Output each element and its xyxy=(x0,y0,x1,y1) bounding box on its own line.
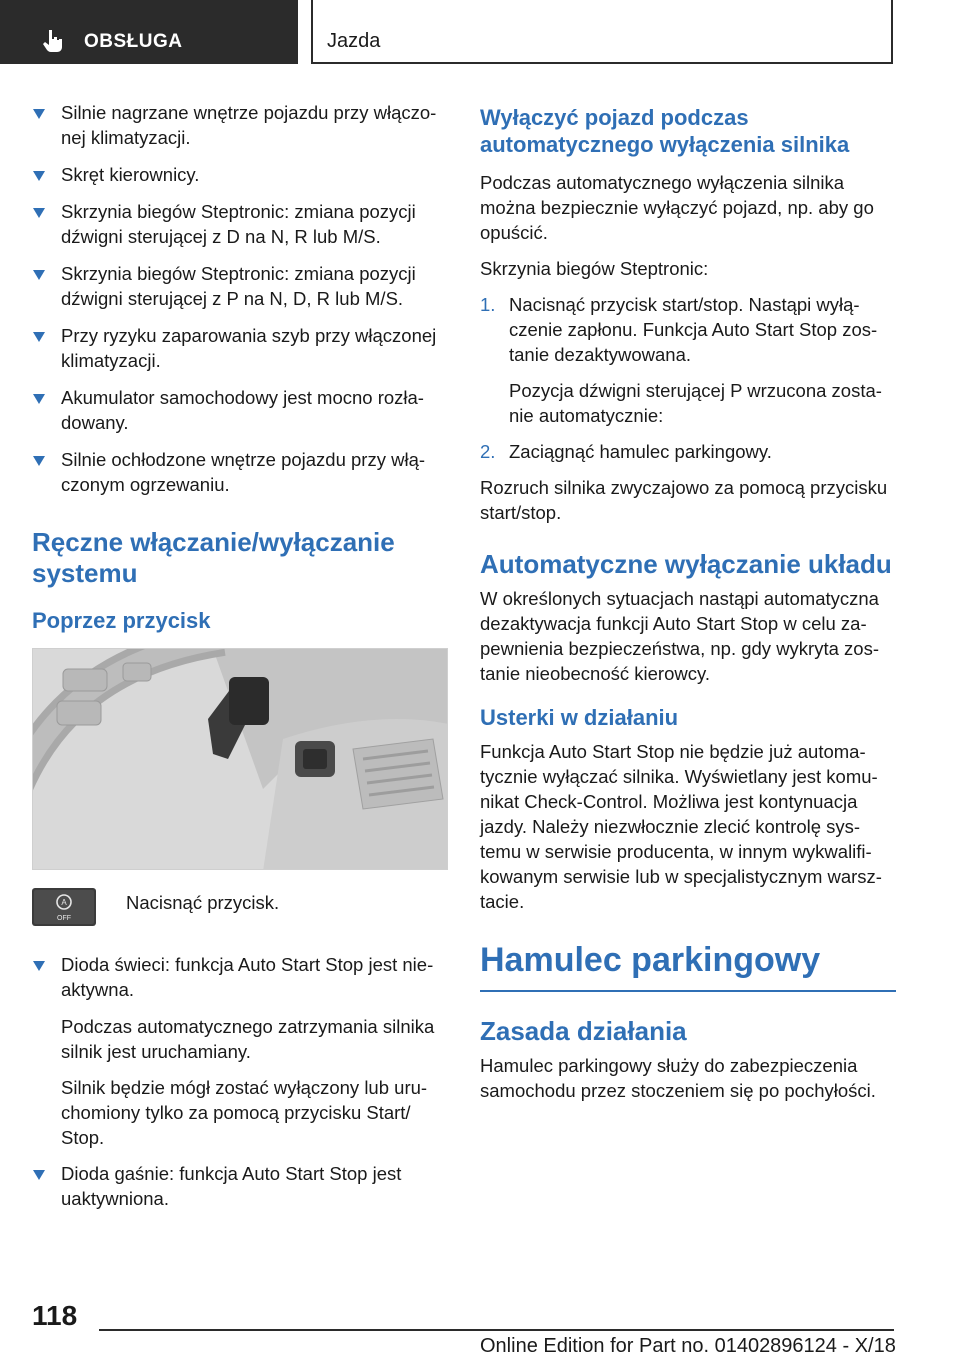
heading-manual: Ręczne włączanie/wyłączanie systemu xyxy=(32,527,395,588)
paragraph: Funkcja Auto Start Stop nie będzie już automa-tycznie wyłączać silnika. Wyświetlany jest komu-nikat Check-Control. Możliwa jest kontynuacja jazdy. Należy niezwłocznie zlecić kontrolę sys-temu w serwisie producenta, w innym wykwalifi-kowanym serwisie lub w specjalistycznym warsz-tacie. xyxy=(480,741,882,912)
paragraph: Hamulec parkingowy służy do zabezpieczenia samochodu przez stoczeniem się po pochyłości. xyxy=(480,1055,876,1101)
auto-start-stop-off-button-icon xyxy=(32,888,96,926)
list-item: Skrzynia biegów Steptronic: zmiana pozycji dźwigni sterującej z D na N, R lub M/S. xyxy=(32,199,450,249)
triangle-bullet-icon xyxy=(33,456,45,466)
triangle-bullet-icon xyxy=(33,332,45,342)
svg-text:A: A xyxy=(61,898,67,907)
heading-button: Poprzez przycisk xyxy=(32,608,211,633)
triangle-bullet-icon xyxy=(33,1170,45,1180)
edition-text: Online Edition for Part no. 01402896124 - X/18 xyxy=(480,1335,896,1357)
step-subtext: Pozycja dźwigni sterującej P wrzucona zosta-nie automatycznie: xyxy=(509,380,882,426)
list-item: Dioda gaśnie: funkcja Auto Start Stop jest uaktywniona. xyxy=(32,1161,450,1211)
step-item: 1. Nacisnąć przycisk start/stop. Nastąpi wyłą-czenie zapłonu. Funkcja Auto Start Stop zos-tanie dezaktywowana. xyxy=(480,294,878,365)
dashboard-photo xyxy=(32,648,448,870)
list-item: Skrzynia biegów Steptronic: zmiana pozycji dźwigni sterującej z P na N, D, R lub M/S. xyxy=(32,261,450,311)
right-column xyxy=(480,100,896,1114)
heading-faults: Usterki w działaniu xyxy=(480,705,679,730)
hand-pointer-icon xyxy=(42,29,64,53)
paragraph: Skrzynia biegów Steptronic: xyxy=(480,258,709,279)
triangle-bullet-icon xyxy=(33,394,45,404)
section-tab xyxy=(0,0,298,64)
heading-parking-brake: Hamulec parkingowy xyxy=(480,940,896,992)
paragraph: W określonych sytuacjach nastąpi automatyczna dezaktywacja funkcji Auto Start Stop w celu za-pewnienia bezpieczeństwa, np. gdy wykryta zos-tanie nieobecność kierowcy. xyxy=(480,588,879,684)
list-item: Akumulator samochodowy jest mocno rozła-dowany. xyxy=(32,385,450,435)
step-item: 2. Zaciągnąć hamulec parkingowy. xyxy=(480,441,772,462)
chapter-box xyxy=(311,0,893,64)
list-subtext: Silnik będzie mógł zostać wyłączony lub uru-chomiony tylko za pomocą przycisku Start/ Stop. xyxy=(61,1077,428,1148)
paragraph: Rozruch silnika zwyczajowo za pomocą przycisku start/stop. xyxy=(480,477,888,523)
left-column xyxy=(32,100,450,1223)
section-title: OBSŁUGA xyxy=(84,31,183,52)
chapter-title: Jazda xyxy=(327,30,381,52)
list-item: Silnie nagrzane wnętrze pojazdu przy włączo-nej klimatyzacji. xyxy=(32,100,450,150)
list-subtext: Podczas automatycznego zatrzymania silnika silnik jest uruchamiany. xyxy=(61,1016,435,1062)
triangle-bullet-icon xyxy=(33,109,45,119)
paragraph: Podczas automatycznego wyłączenia silnika można bezpiecznie wyłączyć pojazd, np. aby go opuścić. xyxy=(480,172,874,243)
heading-principle: Zasada działania xyxy=(480,1016,687,1046)
footer-divider xyxy=(99,1329,894,1331)
heading-auto-off: Automatyczne wyłączanie układu xyxy=(480,549,892,579)
list-item: Przy ryzyku zaparowania szyb przy włączonej klimatyzacji. xyxy=(32,323,450,373)
heading-switch-off: Wyłączyć pojazd podczas automatycznego wyłączenia silnika xyxy=(480,105,850,157)
page-number: 118 xyxy=(32,1300,78,1331)
list-item: Skręt kierownicy. xyxy=(32,162,450,187)
triangle-bullet-icon xyxy=(33,270,45,280)
triangle-bullet-icon xyxy=(33,208,45,218)
list-item: Silnie ochłodzone wnętrze pojazdu przy włą-czonym ogrzewaniu. xyxy=(32,447,450,497)
svg-text:OFF: OFF xyxy=(57,915,71,922)
auto-start-stop-button-row xyxy=(32,888,450,934)
triangle-bullet-icon xyxy=(33,171,45,181)
triangle-bullet-icon xyxy=(33,961,45,971)
list-item: Dioda świeci: funkcja Auto Start Stop jest nie-aktywna. xyxy=(32,952,450,1002)
press-button-text: Nacisnąć przycisk. xyxy=(126,892,280,913)
